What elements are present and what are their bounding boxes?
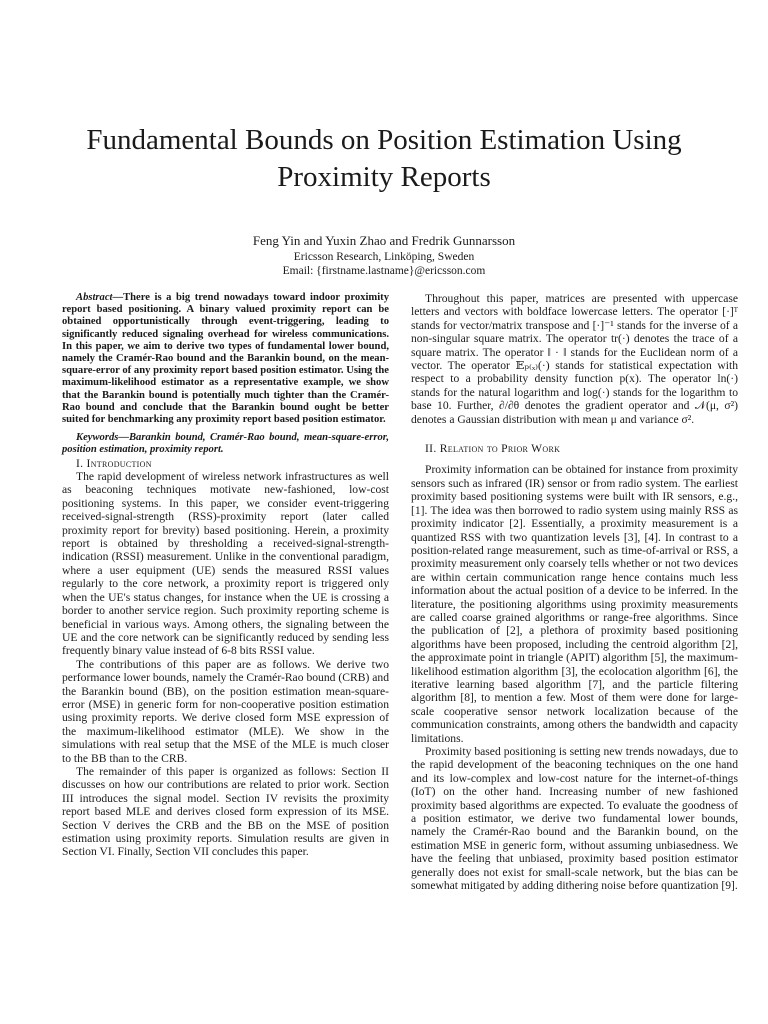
- author-list: Feng Yin and Yuxin Zhao and Fredrik Gunnarsson: [252, 233, 516, 248]
- intro-paragraph-1: The rapid development of wireless network infrastructures as well as beaconing techniques motivate new-fashioned, low-cost positioning systems. In this paper, we consider event-triggering received-signal-strength (RSS)-proximity report (later called proximity report for brevity) based positioning. Herein, a proximity report is obtained by thresholding a received-signal-strength-indication (RSSI) measurement. Unlike in the conventional paradigm, where a user equipment (UE) sends the measured RSSI values regularly to the core network, a proximity report is triggered only when the UE's status changes, for instance when the UE is crossing a border to another service region. Such proximity reporting scheme is beneficial in various ways. Among others, the signaling between the UE and the core network can be significantly reduced by sending less frequently binary value instead of 6-8 bits RSSI value.: [62, 470, 389, 658]
- abstract-text: —There is a big trend nowadays toward indoor proximity report based positioning. A binary valued proximity report can be obtained opportunistically through event-triggering, leading to significantly reduced signaling overhead for wireless communications. In this paper, we aim to derive two types of fundamental lower bound, namely the Cramér-Rao bound and the Barankin bound, on the mean-square-error of any proximity report based position estimator. Using the maximum-likelihood estimator as a representative example, we show that the Barankin bound is potentially much tighter than the Cramér-Rao bound and conclude that the Barankin bound ought be better suited for benchmarking any proximity report based position estimator.: [62, 292, 389, 426]
- section-heading-introduction: I. Introduction: [76, 456, 152, 470]
- notation-paragraph: Throughout this paper, matrices are presented with uppercase letters and vectors with boldface lowercase letters. The operator [·]ᵀ stands for vector/matrix transpose and [·]⁻¹ stands for the inverse of a non-singular square matrix. The operator tr(·) denotes the trace of a square matrix. The operator ‖ · ‖ stands for the Euclidean norm of a vector. The operator 𝔼ₚ₍ₓ₎(·) stands for statistical expectation with respect to a probability density function p(x). The operator ln(·) stands for the natural logarithm and log(·) stands for the logarithm to base 10. Further, ∂/∂θ denotes the gradient operator and 𝒩(μ, σ²) denotes a Gaussian distribution with mean μ and variance σ².: [411, 292, 738, 426]
- intro-paragraph-2: The contributions of this paper are as follows. We derive two performance lower bounds, namely the Cramér-Rao bound (CRB) and the Barankin bound (BB), on the position estimation mean-square-error (MSE) in generic form for non-cooperative position estimation using proximity reports. We derive closed form MSE expression of the maximum-likelihood estimator (MLE). We show in the simulations with real setup that the MSE of the MLE is much closer to the BB than to the CRB.: [62, 657, 389, 765]
- prior-work-paragraph-2: Proximity based positioning is setting new trends nowadays, due to the rapid development of the beaconing techniques on the one hand and its low-complex and low-cost nature for the internet-of-things (IoT) on the other hand. Increasing number of new fashioned proximity based algorithms are expected. To evaluate the goodness of a position estimator, we derive two fundamental lower bounds, namely the Cramér-Rao bound and the Barankin bound, on the estimation MSE in generic form, without assuming unbiasedness. We have the feeling that unbiased, proximity based position estimator generally does not exist for small-scale network, but the bias can be somewhat mitigated by adding dithering noise before quantization [9].: [411, 745, 738, 893]
- contact-email: Email: {firstname.lastname}@ericsson.com: [282, 265, 486, 277]
- affiliation: Ericsson Research, Linköping, Sweden: [293, 251, 475, 263]
- abstract: [62, 292, 389, 426]
- right-column: [411, 292, 738, 892]
- intro-paragraph-3: The remainder of this paper is organized as follows: Section II discusses on how our contributions are related to prior work. Section III introduces the signal model. Section IV revisits the proximity report based MLE and derives closed form expression of its MSE. Section V derives the CRB and the BB on the MSE of position estimation using proximity reports. Simulation results are given in Section VI. Finally, Section VII concludes this paper.: [62, 764, 389, 859]
- paper-title: Fundamental Bounds on Position Estimation Using Proximity Reports: [86, 124, 682, 193]
- prior-work-paragraph-1: Proximity information can be obtained for instance from proximity sensors such as infrared (IR) sensor or from radio system. The earliest proximity based positioning systems were built with IR sensors, e.g., [1]. The idea was then borrowed to radio system using mainly RSS as proximity indicator [2]. Essentially, a proximity measurement is a quantized RSS with two quantization levels [3], [4]. In contrast to a position-related range measurement, such as time-of-arrival or RSS, a proximity measurement only coarsely tells whether or not two devices are within certain communication range hence contains much less information about the actual position of a device to be inferred. In the literature, the positioning algorithms using proximity measurements are called coarse grained algorithms or range-free algorithms. Since the publication of [2], a plethora of proximity based positioning algorithms have been proposed, including the centroid algorithm [2], the approximate point in triangle (APIT) algorithm [5], the maximum-likelihood estimation algorithm [3], the ecolocation algorithm [6], the iterative learning based algorithm [7], and the particle filtering algorithm [8], to mention a few. Most of them were done for large-scale cooperative sensor network localization because of the communication constraints, among others the bandwidth and capacity limitations.: [411, 463, 738, 745]
- abstract-label: Abstract: [76, 292, 113, 303]
- left-column: [62, 292, 389, 859]
- keywords: Keywords—Barankin bound, Cramér-Rao bound, mean-square-error, position estimation, proximity report.: [62, 432, 389, 456]
- section-heading-prior-work: II. Relation to Prior Work: [425, 442, 561, 456]
